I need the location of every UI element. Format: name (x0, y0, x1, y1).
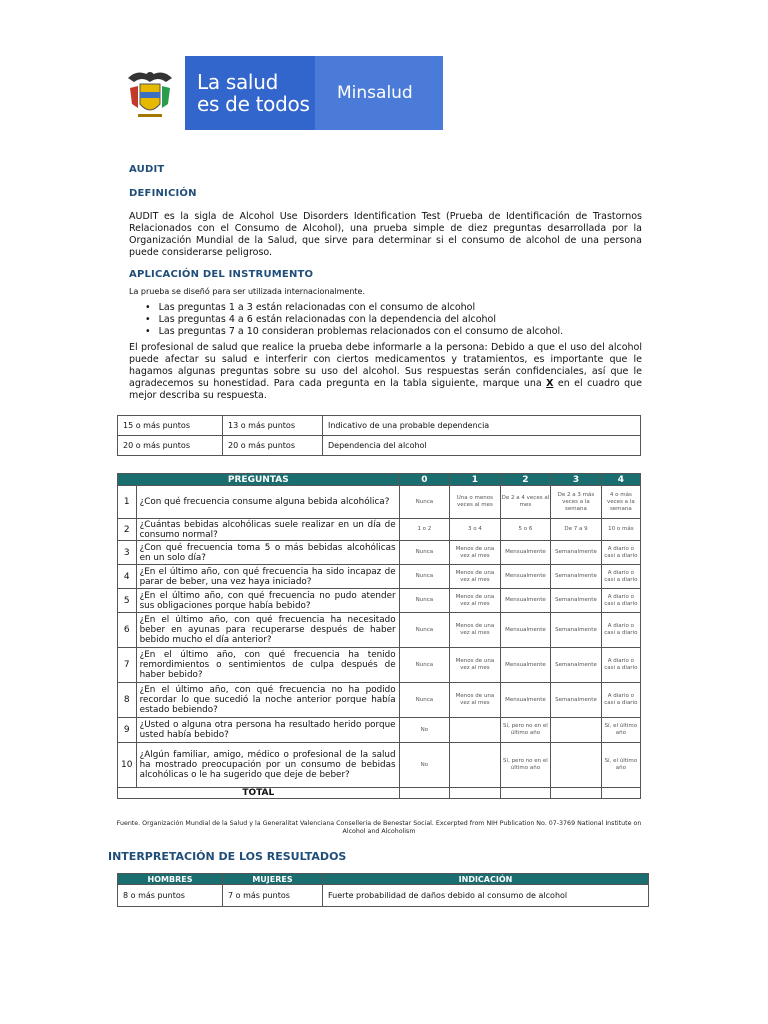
column-header-1: 1 (450, 474, 501, 486)
table-cell: 13 o más puntos (223, 416, 323, 436)
answer-cell[interactable]: Nunca (399, 565, 450, 589)
instructions-mark: X (546, 378, 554, 389)
total-cell[interactable] (551, 788, 602, 799)
answer-cell[interactable]: A diario o casi a diario (601, 613, 640, 648)
answer-cell[interactable]: 3 o 4 (450, 519, 501, 541)
slogan-line-1: La salud (197, 70, 278, 94)
aplicacion-paragraph: La prueba se diseñó para ser utilizada internacionalmente. (129, 287, 366, 296)
answer-cell[interactable]: No (399, 718, 450, 743)
question-number: 6 (118, 613, 137, 648)
interpretacion-heading: INTERPRETACIÓN DE LOS RESULTADOS (108, 850, 347, 863)
slogan-line-2: es de todos (197, 92, 310, 116)
answer-cell[interactable]: Mensualmente (500, 648, 551, 683)
list-item: • Las preguntas 1 a 3 están relacionadas con el consumo de alcohol (145, 302, 563, 314)
question-number: 5 (118, 589, 137, 613)
question-number: 10 (118, 743, 137, 788)
answer-cell[interactable]: Mensualmente (500, 589, 551, 613)
table-row (118, 885, 649, 907)
question-number: 2 (118, 519, 137, 541)
table-cell: Indicativo de una probable dependencia (323, 416, 641, 436)
answer-cell[interactable]: Sí, pero no en el último año (500, 743, 551, 788)
total-cell[interactable] (450, 788, 501, 799)
minsalud-banner (115, 56, 443, 130)
answer-cell[interactable]: A diario o casi a diario (601, 565, 640, 589)
question-text: ¿En el último año, con qué frecuencia ha tenido remordimientos o sentimientos de culpa después de haber bebido? (136, 648, 399, 683)
answer-cell[interactable]: Semanalmente (551, 648, 602, 683)
definicion-heading: DEFINICIÓN (129, 188, 197, 199)
column-header-indicacion: INDICACIÓN (323, 874, 649, 885)
answer-cell[interactable]: Mensualmente (500, 541, 551, 565)
column-header-hombres: HOMBRES (118, 874, 223, 885)
answer-cell[interactable]: Semanalmente (551, 683, 602, 718)
table-row (118, 613, 641, 648)
answer-cell[interactable]: Mensualmente (500, 565, 551, 589)
question-text: ¿En el último año, con qué frecuencia no ha podido recordar lo que sucedió la noche anterior porque había estado bebiendo? (136, 683, 399, 718)
answer-cell[interactable]: Menos de una vez al mes (450, 683, 501, 718)
table-row (118, 648, 641, 683)
answer-cell[interactable]: Mensualmente (500, 613, 551, 648)
list-item: • Las preguntas 4 a 6 están relacionadas con la dependencia del alcohol (145, 314, 563, 326)
column-header-mujeres: MUJERES (223, 874, 323, 885)
answer-cell[interactable]: A diario o casi a diario (601, 683, 640, 718)
answer-cell[interactable]: 10 o más (601, 519, 640, 541)
instructions-paragraph (129, 342, 642, 402)
bullet-list (145, 302, 563, 338)
definicion-paragraph: AUDIT es la sigla de Alcohol Use Disorders Identification Test (Prueba de Identificación de Trastornos Relacionados con el Consumo de Alcohol), una prueba simple de diez preguntas desarrollada por la Organización Mundial de la Salud, que sirve para determinar si el consumo de alcohol de una persona puede considerarse peligroso. (129, 211, 642, 258)
answer-cell[interactable]: Sí, el último año (601, 718, 640, 743)
total-cell[interactable] (399, 788, 450, 799)
answer-cell[interactable]: Nunca (399, 541, 450, 565)
table-row (118, 565, 641, 589)
answer-cell[interactable]: Una o menos veces al mes (450, 486, 501, 519)
answer-cell[interactable]: De 2 a 3 más veces a la semana (551, 486, 602, 519)
question-number: 7 (118, 648, 137, 683)
answer-cell[interactable] (551, 718, 602, 743)
answer-cell[interactable]: Nunca (399, 589, 450, 613)
table-cell: 8 o más puntos (118, 885, 223, 907)
column-header-preguntas: PREGUNTAS (118, 474, 400, 486)
answer-cell[interactable]: Nunca (399, 486, 450, 519)
table-row (118, 486, 641, 519)
answer-cell[interactable]: Nunca (399, 648, 450, 683)
table-cell: 20 o más puntos (223, 436, 323, 456)
answer-cell[interactable]: Sí, el último año (601, 743, 640, 788)
table-row (118, 436, 641, 456)
answer-cell[interactable]: Menos de una vez al mes (450, 589, 501, 613)
answer-cell[interactable]: Semanalmente (551, 589, 602, 613)
interpretation-table (117, 873, 649, 907)
column-header-2: 2 (500, 474, 551, 486)
answer-cell[interactable]: Menos de una vez al mes (450, 565, 501, 589)
column-header-3: 3 (551, 474, 602, 486)
list-item: • Las preguntas 7 a 10 consideran problemas relacionados con el consumo de alcohol. (145, 326, 563, 338)
question-text: ¿En el último año, con qué frecuencia ha sido incapaz de parar de beber, una vez haya iniciado? (136, 565, 399, 589)
answer-cell[interactable]: De 7 a 9 (551, 519, 602, 541)
answer-cell[interactable] (450, 718, 501, 743)
answer-cell[interactable]: Nunca (399, 683, 450, 718)
table-row (118, 416, 641, 436)
answer-cell[interactable]: Semanalmente (551, 541, 602, 565)
table-row (118, 541, 641, 565)
table-header-row (118, 474, 641, 486)
question-text: ¿En el último año, con qué frecuencia ha necesitado beber en ayunas para recuperarse después de haber bebido mucho el día anterior? (136, 613, 399, 648)
audit-heading: AUDIT (129, 164, 165, 175)
column-header-4: 4 (601, 474, 640, 486)
answer-cell[interactable]: Mensualmente (500, 683, 551, 718)
answer-cell[interactable]: A diario o casi a diario (601, 541, 640, 565)
table-cell: 20 o más puntos (118, 436, 223, 456)
total-cell[interactable] (601, 788, 640, 799)
answer-cell[interactable]: 1 o 2 (399, 519, 450, 541)
column-header-0: 0 (399, 474, 450, 486)
table-cell: Fuerte probabilidad de daños debido al consumo de alcohol (323, 885, 649, 907)
table-row (118, 718, 641, 743)
answer-cell[interactable]: 4 o más veces a la semana (601, 486, 640, 519)
score-table (117, 415, 641, 456)
audit-questions-table (117, 473, 641, 799)
answer-cell[interactable]: A diario o casi a diario (601, 648, 640, 683)
question-text: ¿Con qué frecuencia consume alguna bebida alcohólica? (136, 486, 399, 519)
total-label: TOTAL (118, 788, 400, 799)
instructions-text-2: en el cuadro que mejor describa su respuesta. (129, 378, 642, 401)
answer-cell[interactable]: A diario o casi a diario (601, 589, 640, 613)
question-number: 8 (118, 683, 137, 718)
question-text: ¿Con qué frecuencia toma 5 o más bebidas alcohólicas en un solo día? (136, 541, 399, 565)
question-text: ¿En el último año, con qué frecuencia no pudo atender sus obligaciones porque había bebido? (136, 589, 399, 613)
total-cell[interactable] (500, 788, 551, 799)
answer-cell[interactable]: Sí, pero no en el último año (500, 718, 551, 743)
question-number: 1 (118, 486, 137, 519)
table-cell: 7 o más puntos (223, 885, 323, 907)
banner-brand: Minsalud (315, 56, 443, 130)
question-text: ¿Usted o alguna otra persona ha resultado herido porque usted había bebido? (136, 718, 399, 743)
table-row (118, 519, 641, 541)
question-number: 9 (118, 718, 137, 743)
answer-cell[interactable] (551, 743, 602, 788)
total-row (118, 788, 641, 799)
answer-cell[interactable]: Menos de una vez al mes (450, 648, 501, 683)
aplicacion-heading: APLICACIÓN DEL INSTRUMENTO (129, 269, 314, 280)
answer-cell[interactable] (450, 743, 501, 788)
answer-cell[interactable]: 5 o 6 (500, 519, 551, 541)
answer-cell[interactable]: Semanalmente (551, 613, 602, 648)
question-number: 3 (118, 541, 137, 565)
table-row (118, 743, 641, 788)
source-note: Fuente. Organización Mundial de la Salud y la Generalitat Valenciana Conselleria de Benestar Social. Excerpted from NIH Publication No. 07-3769 National Institute on Alcohol and Alcoholism (116, 820, 642, 835)
answer-cell[interactable]: De 2 a 4 veces al mes (500, 486, 551, 519)
banner-slogan (185, 56, 315, 130)
table-header-row (118, 874, 649, 885)
answer-cell[interactable]: No (399, 743, 450, 788)
question-text: ¿Algún familiar, amigo, médico o profesional de la salud ha mostrado preocupación por un consumo de bebidas alcohólicas o le ha sugerido que deje de beber? (136, 743, 399, 788)
colombia-coat-of-arms-icon (115, 56, 185, 130)
table-cell: 15 o más puntos (118, 416, 223, 436)
question-number: 4 (118, 565, 137, 589)
question-text: ¿Cuántas bebidas alcohólicas suele realizar en un día de consumo normal? (136, 519, 399, 541)
table-row (118, 683, 641, 718)
answer-cell[interactable]: Menos de una vez al mes (450, 613, 501, 648)
answer-cell[interactable]: Menos de una vez al mes (450, 541, 501, 565)
answer-cell[interactable]: Semanalmente (551, 565, 602, 589)
instructions-text-1: El profesional de salud que realice la prueba debe informarle a la persona: Debido a que el uso del alcohol puede afectar su salud e interferir con ciertos medicamentos y tratamientos, es importante que le hagamos algunas preguntas sobre su uso del alcohol. Sus respuestas serán confidenciales, así que le agradecemos su honestidad. Para cada pregunta en la tabla siguiente, marque una (129, 342, 642, 389)
answer-cell[interactable]: Nunca (399, 613, 450, 648)
table-cell: Dependencia del alcohol (323, 436, 641, 456)
table-row (118, 589, 641, 613)
